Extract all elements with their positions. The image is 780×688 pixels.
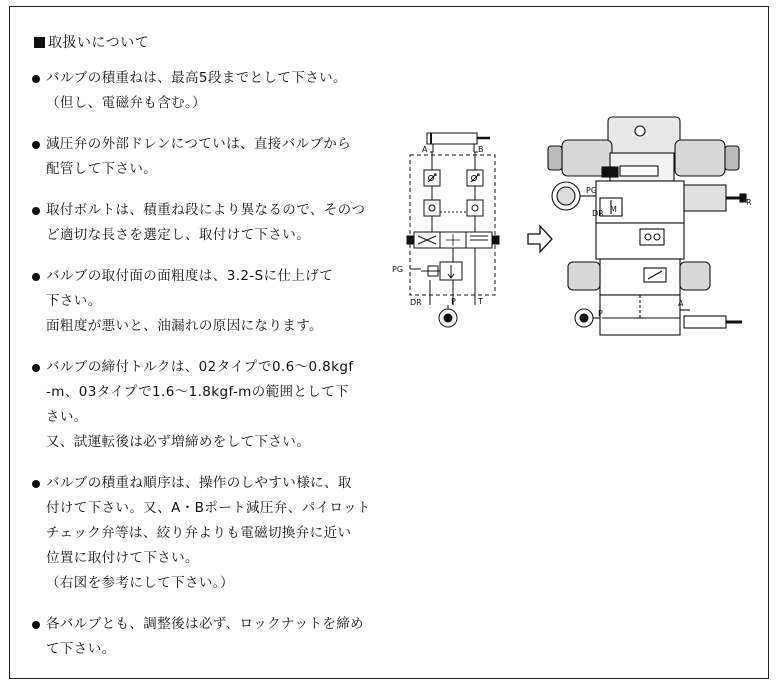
arrow-right-icon [528, 226, 552, 252]
pilot-check-valve-icon [424, 200, 483, 216]
note-line: バルブの締付トルクは、02タイプで0.6〜0.8kgf [46, 359, 354, 375]
note-line: バルブの取付面の面粗度は、3.2-Sに仕上げて [46, 268, 334, 284]
note-line: 配管して下さい。 [46, 161, 158, 177]
note-line: （右図を参考にして下さい。） [46, 575, 234, 591]
assembly-a-label: A [678, 299, 684, 308]
port-p-label: P [451, 297, 456, 306]
note-line: 減圧弁の外部ドレンにつていは、直接バルブから [46, 136, 352, 152]
assembly-pg-label: PG [586, 186, 598, 195]
pump-icon [575, 309, 593, 327]
note-line: バルブの積重ね順序は、操作のしやすい様に、取 [46, 475, 352, 491]
note-line: -m、03タイプで1.6〜1.8kgf-mの範囲として下 [46, 384, 349, 400]
port-a-label: A [422, 145, 428, 154]
note-line: 付けて下さい。又、A・Bポート減圧弁、パイロット [46, 500, 371, 516]
port-dr-label: DR [410, 298, 422, 307]
note-line: て下さい。 [46, 641, 116, 657]
port-b-label: B [478, 145, 484, 154]
assembly-dr-label: DR [592, 209, 604, 218]
valve-stack-assembly [548, 117, 746, 335]
assembly-p-label: P [598, 309, 603, 318]
stack-outline [410, 155, 495, 295]
note-line: （但し、電磁弁も含む。） [46, 95, 207, 111]
section-heading-text: 取扱いについて [48, 35, 150, 51]
note-line: 又、試運転後は必ず増締めをして下さい。 [46, 434, 311, 450]
note-line: チェック弁等は、絞り弁よりも電磁切換弁に近い [46, 525, 352, 541]
note-line: ど適切な長さを選定し、取付けて下さい。 [46, 227, 311, 243]
note-line: さい。 [46, 409, 88, 425]
port-t-label: T [478, 297, 483, 306]
note-line: 位置に取付けて下さい。 [46, 550, 199, 566]
assembly-m-label: M [610, 205, 617, 214]
solenoid-directional-valve-icon [407, 232, 499, 248]
port-pg-label: PG [392, 265, 404, 274]
note-line: 取付ボルトは、積重ね段により異なるので、そのつ [46, 202, 366, 218]
pump-icon [439, 305, 457, 327]
assembly-r-label: R [746, 198, 752, 207]
note-line: 面粗度が悪いと、油漏れの原因になります。 [46, 318, 323, 334]
note-line: 各バルブとも、調整後は必ず、ロックナットを締め [46, 616, 365, 632]
note-line: 下さい。 [46, 293, 102, 309]
throttle-check-valve-icon [424, 170, 483, 186]
note-line: バルブの積重ねは、最高5段までとして下さい。 [46, 70, 347, 86]
pressure-reducing-valve-icon [421, 262, 462, 280]
